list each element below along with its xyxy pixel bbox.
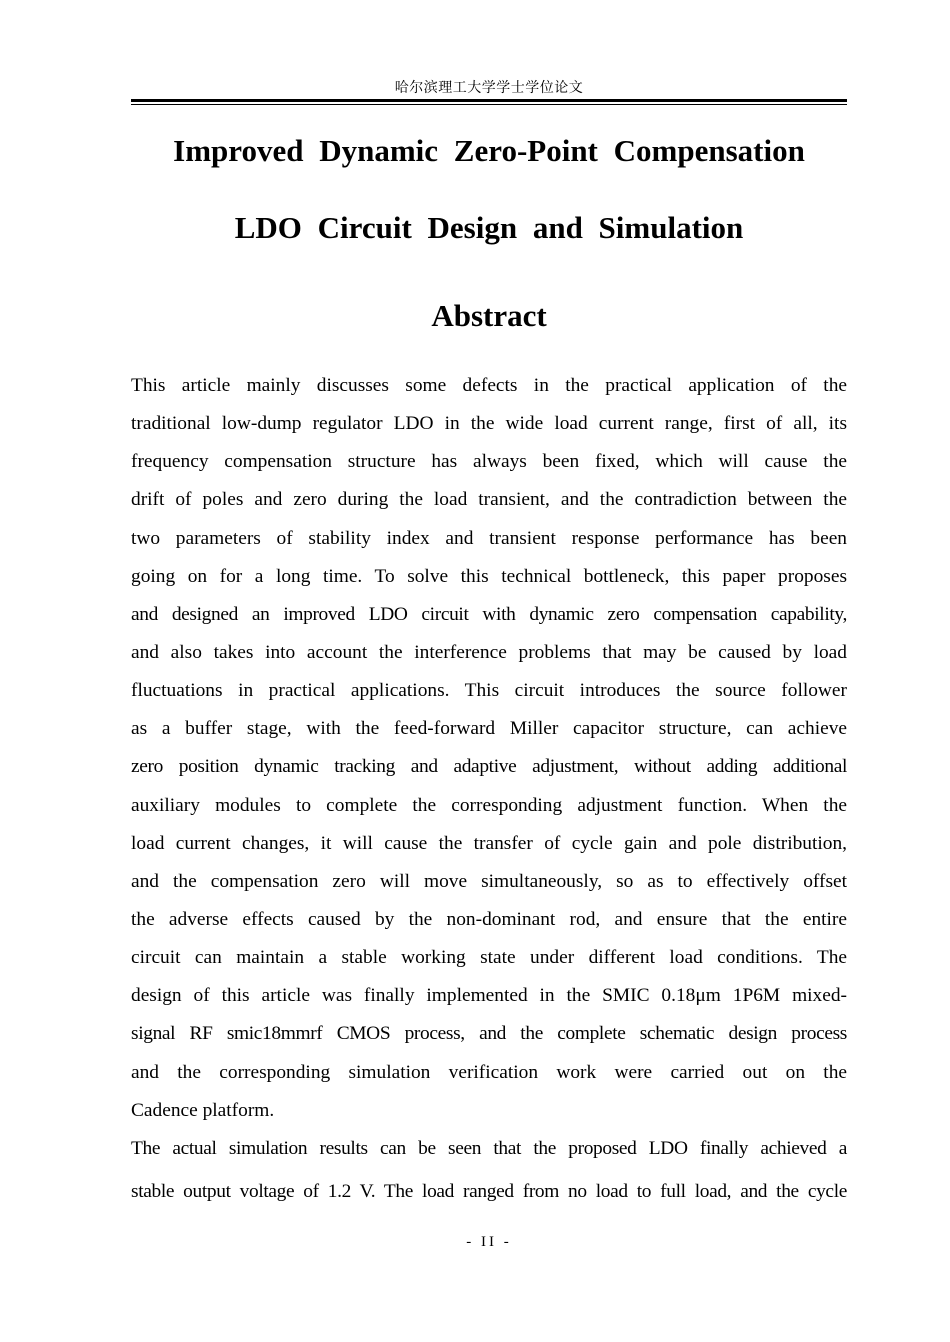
abstract-line: going on for a long time. To solve this technical bottleneck, this paper proposes — [131, 565, 847, 587]
abstract-line: This article mainly discusses some defects in the practical application of the — [131, 375, 847, 396]
abstract-line: as a buffer stage, with the feed-forward Miller capacitor structure, can achieve — [131, 718, 847, 740]
abstract-line: and the corresponding simulation verification work were carried out on the — [131, 1061, 847, 1083]
abstract-line: and also takes into account the interference problems that may be caused by load — [131, 641, 847, 663]
abstract-line: the adverse effects caused by the non-dominant rod, and ensure that the entire — [131, 908, 847, 930]
abstract-line: zero position dynamic tracking and adaptive adjustment, without adding additional — [131, 756, 847, 778]
header-rule-thin — [131, 104, 847, 105]
abstract-line: drift of poles and zero during the load transient, and the contradiction between the — [131, 489, 847, 511]
abstract-line: frequency compensation structure has always been fixed, which will cause the — [131, 451, 847, 473]
thesis-title-line-1: Improved Dynamic Zero-Point Compensation — [173, 133, 805, 168]
abstract-line: traditional low-dump regulator LDO in the wide load current range, first of all, its — [131, 413, 847, 435]
abstract-line: stable output voltage of 1.2 V. The load ranged from no load to full load, and the cycle — [131, 1180, 847, 1202]
abstract-line: and designed an improved LDO circuit with dynamic zero compensation capability, — [131, 603, 847, 625]
abstract-heading: Abstract — [431, 298, 547, 333]
abstract-line: circuit can maintain a stable working state under different load conditions. The — [131, 947, 847, 969]
abstract-line: two parameters of stability index and transient response performance has been — [131, 527, 847, 549]
abstract-body — [131, 367, 847, 1211]
abstract-line: signal RF smic18mmrf CMOS process, and the complete schematic design process — [131, 1023, 847, 1045]
abstract-line: design of this article was finally implemented in the SMIC 0.18μm 1P6M mixed- — [131, 985, 847, 1007]
abstract-line: and the compensation zero will move simultaneously, so as to effectively offset — [131, 870, 847, 892]
page-number: - II - — [466, 1234, 512, 1250]
abstract-line: The actual simulation results can be seen that the proposed LDO finally achieved a — [131, 1137, 847, 1159]
abstract-line: Cadence platform. — [131, 1099, 275, 1121]
abstract-line: fluctuations in practical applications. This circuit introduces the source follower — [131, 680, 847, 702]
abstract-line: auxiliary modules to complete the corresponding adjustment function. When the — [131, 794, 847, 816]
header-rule-thick — [131, 99, 847, 102]
running-header: 哈尔滨理工大学学士学位论文 — [394, 80, 584, 96]
abstract-line: load current changes, it will cause the transfer of cycle gain and pole distribution, — [131, 832, 847, 854]
thesis-title-line-2: LDO Circuit Design and Simulation — [234, 210, 744, 245]
